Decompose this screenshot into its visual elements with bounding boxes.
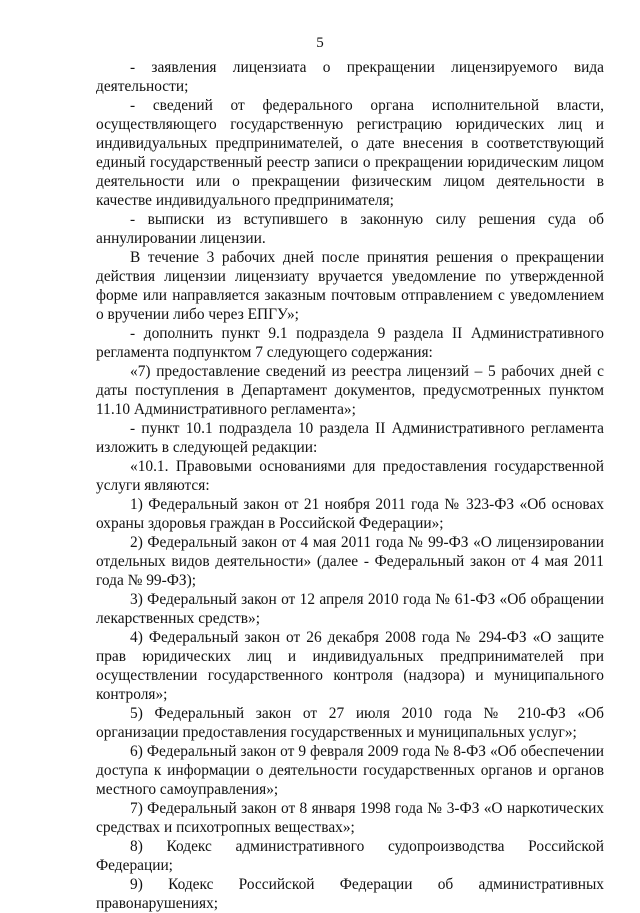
paragraph: - выписки из вступившего в законную силу решения суда об аннулировании лицензии.: [96, 211, 604, 247]
paragraph: 7) Федеральный закон от 8 января 1998 года № 3-ФЗ «О наркотических средствах и психотропных веществах»;: [96, 800, 604, 836]
paragraph: 5) Федеральный закон от 27 июля 2010 года № 210-ФЗ «Об организации предоставления государственных и муниципальных услуг»;: [96, 705, 604, 741]
paragraph: 3) Федеральный закон от 12 апреля 2010 года № 61-ФЗ «Об обращении лекарственных средств»;: [96, 591, 604, 627]
paragraph: - пункт 10.1 подраздела 10 раздела II Административного регламента изложить в следующей редакции:: [96, 420, 604, 456]
paragraph: «7) предоставление сведений из реестра лицензий – 5 рабочих дней с даты поступления в Департамент документов, предусмотренных пунктом 11.10 Административного регламента»;: [96, 363, 604, 418]
paragraph: - сведений от федерального органа исполнительной власти, осуществляющего государственную регистрацию юридических лиц и индивидуальных предпринимателей, о дате внесения в соответствующий единый государственный реестр записи о прекращении юридическим лицом деятельности или о прекращении физическим лицом деятельности в качестве индивидуального предпринимателя;: [96, 97, 604, 209]
paragraph: 4) Федеральный закон от 26 декабря 2008 года № 294-ФЗ «О защите прав юридических лиц и индивидуальных предпринимателей при осуществлении государственного контроля (надзора) и муниципального контроля»;: [96, 629, 604, 703]
paragraph: - дополнить пункт 9.1 подраздела 9 раздела II Административного регламента подпунктом 7 следующего содержания:: [96, 325, 604, 361]
page-number: 5: [316, 35, 324, 51]
paragraph: 9) Кодекс Российской Федерации об административных правонарушениях;: [96, 876, 604, 912]
paragraph: «10.1. Правовыми основаниями для предоставления государственной услуги являются:: [96, 458, 604, 494]
paragraph: В течение 3 рабочих дней после принятия решения о прекращении действия лицензии лицензиату вручается уведомление по утвержденной форме или направляется заказным почтовым отправлением с уведомлением о вручении либо через ЕПГУ»;: [96, 249, 604, 323]
paragraph: 6) Федеральный закон от 9 февраля 2009 года № 8-ФЗ «Об обеспечении доступа к информации о деятельности государственных органов и органов местного самоуправления»;: [96, 743, 604, 798]
paragraph: - заявления лицензиата о прекращении лицензируемого вида деятельности;: [96, 59, 604, 95]
paragraph: 2) Федеральный закон от 4 мая 2011 года № 99-ФЗ «О лицензировании отдельных видов деятельности» (далее - Федеральный закон от 4 мая 2011 года № 99-ФЗ);: [96, 534, 604, 589]
document-body: [96, 58, 604, 913]
paragraph: 1) Федеральный закон от 21 ноября 2011 года № 323-ФЗ «Об основах охраны здоровья граждан в Российской Федерации»;: [96, 496, 604, 532]
paragraph: 8) Кодекс административного судопроизводства Российской Федерации;: [96, 838, 604, 874]
